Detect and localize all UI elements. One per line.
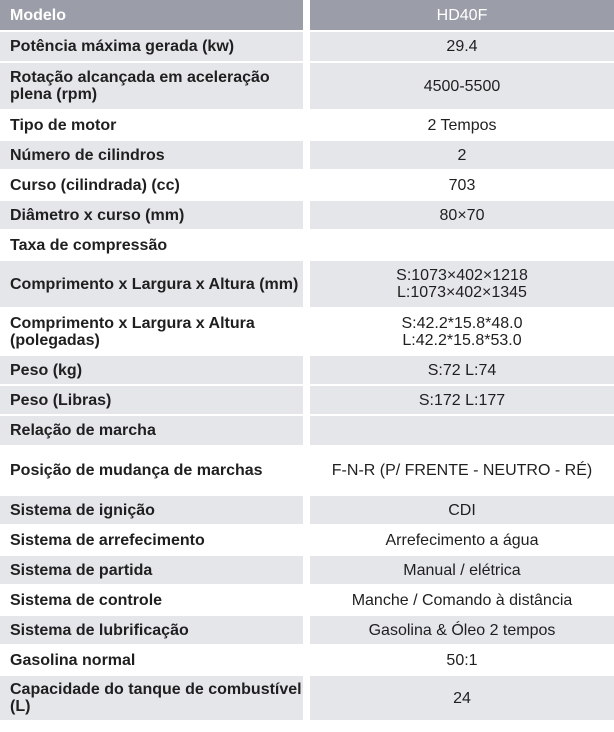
spec-value: 50:1 — [310, 646, 614, 674]
spec-label: Rotação alcançada em aceleração plena (rpm) — [0, 63, 303, 109]
spec-row — [0, 676, 614, 720]
spec-label: Potência máxima gerada (kw) — [0, 32, 303, 61]
spec-label: Taxa de compressão — [0, 231, 303, 259]
spec-value: S:72 L:74 — [310, 356, 614, 384]
spec-value: Manche / Comando à distância — [310, 586, 614, 614]
spec-row — [0, 556, 614, 584]
spec-row — [0, 141, 614, 169]
spec-row — [0, 646, 614, 674]
spec-label: Sistema de arrefecimento — [0, 526, 303, 554]
spec-value: 2 Tempos — [310, 111, 614, 139]
spec-row — [0, 201, 614, 229]
spec-value: 80×70 — [310, 201, 614, 229]
spec-row — [0, 309, 614, 354]
spec-value: S:172 L:177 — [310, 386, 614, 414]
spec-label: Diâmetro x curso (mm) — [0, 201, 303, 229]
spec-value: Arrefecimento a água — [310, 526, 614, 554]
spec-row — [0, 386, 614, 414]
spec-label: Comprimento x Largura x Altura (polegadas) — [0, 309, 303, 354]
spec-label: Peso (Libras) — [0, 386, 303, 414]
spec-row — [0, 111, 614, 139]
spec-row — [0, 416, 614, 445]
spec-label: Sistema de lubrificação — [0, 616, 303, 644]
spec-row — [0, 63, 614, 109]
spec-label: Sistema de partida — [0, 556, 303, 584]
spec-row — [0, 586, 614, 614]
spec-value: 4500-5500 — [310, 63, 614, 109]
spec-row — [0, 526, 614, 554]
spec-row — [0, 447, 614, 494]
spec-label: Comprimento x Largura x Altura (mm) — [0, 261, 303, 307]
spec-value — [310, 231, 614, 259]
spec-label: Número de cilindros — [0, 141, 303, 169]
spec-label: Sistema de ignição — [0, 496, 303, 524]
spec-row — [0, 616, 614, 644]
spec-value: F-N-R (P/ FRENTE - NEUTRO - RÉ) — [310, 447, 614, 494]
spec-value: 2 — [310, 141, 614, 169]
spec-row — [0, 171, 614, 199]
spec-label: Gasolina normal — [0, 646, 303, 674]
spec-value: Gasolina & Óleo 2 tempos — [310, 616, 614, 644]
spec-label: Tipo de motor — [0, 111, 303, 139]
spec-label: Capacidade do tanque de combustível (L) — [0, 676, 303, 720]
spec-row — [0, 496, 614, 524]
spec-value: 24 — [310, 676, 614, 720]
spec-value: S:42.2*15.8*48.0 L:42.2*15.8*53.0 — [310, 309, 614, 354]
spec-row — [0, 231, 614, 259]
header-model-value: HD40F — [310, 0, 614, 30]
spec-row — [0, 32, 614, 61]
spec-label: Peso (kg) — [0, 356, 303, 384]
spec-value: 703 — [310, 171, 614, 199]
spec-label: Relação de marcha — [0, 416, 303, 445]
header-label: Modelo — [0, 0, 303, 30]
header-row — [0, 0, 614, 30]
spec-row — [0, 261, 614, 307]
spec-label: Posição de mudança de marchas — [0, 447, 303, 494]
spec-value: Manual / elétrica — [310, 556, 614, 584]
spec-label: Curso (cilindrada) (cc) — [0, 171, 303, 199]
spec-row — [0, 356, 614, 384]
spec-label: Sistema de controle — [0, 586, 303, 614]
spec-value: CDI — [310, 496, 614, 524]
spec-value: S:1073×402×1218 L:1073×402×1345 — [310, 261, 614, 307]
spec-value — [310, 416, 614, 445]
spec-value: 29.4 — [310, 32, 614, 61]
